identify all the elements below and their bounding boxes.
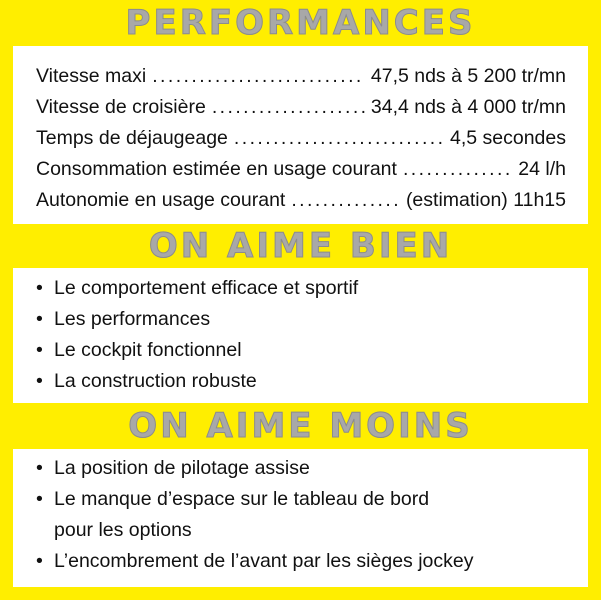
list-item: • Le manque d’espace sur le tableau de bord — [36, 484, 566, 515]
performances-header — [0, 0, 601, 46]
spec-value: (estimation) 11h15 — [405, 189, 566, 211]
spec-row — [36, 123, 566, 154]
dislikes-list — [36, 453, 566, 577]
spec-value: 24 l/h — [518, 158, 566, 180]
dislikes-header — [0, 403, 601, 449]
spec-label: Consommation estimée en usage courant — [36, 158, 397, 180]
leader-dots — [234, 123, 444, 154]
spec-row — [36, 185, 566, 216]
likes-list — [36, 273, 566, 397]
spec-value: 47,5 nds à 5 200 tr/mn — [370, 65, 566, 87]
leader-dots — [152, 61, 365, 92]
spec-label: Vitesse maxi — [36, 65, 147, 87]
list-item: • L’encombrement de l’avant par les sièges jockey — [36, 546, 566, 577]
spec-row — [36, 154, 566, 185]
list-item: • Le comportement efficace et sportif — [36, 273, 566, 304]
list-item: • La construction robuste — [36, 366, 566, 397]
list-item: • Le cockpit fonctionnel — [36, 335, 566, 366]
performances-list — [36, 61, 566, 216]
spec-value: 4,5 secondes — [449, 127, 566, 149]
likes-title: ON AIME BIEN — [148, 226, 453, 266]
list-item-continuation: pour les options — [54, 519, 192, 541]
likes-header — [0, 224, 601, 268]
spec-row — [36, 92, 566, 123]
leader-dots — [291, 185, 400, 216]
leader-dots — [403, 154, 512, 185]
list-item: • Les performances — [36, 304, 566, 335]
spec-label: Autonomie en usage courant — [36, 189, 286, 211]
list-item: • La position de pilotage assise — [36, 453, 566, 484]
spec-row — [36, 61, 566, 92]
spec-value: 34,4 nds à 4 000 tr/mn — [370, 96, 566, 118]
performances-title: PERFORMANCES — [125, 3, 476, 43]
dislikes-title: ON AIME MOINS — [128, 406, 473, 446]
spec-label: Temps de déjaugeage — [36, 127, 228, 149]
leader-dots — [212, 92, 365, 123]
spec-label: Vitesse de croisière — [36, 96, 206, 118]
